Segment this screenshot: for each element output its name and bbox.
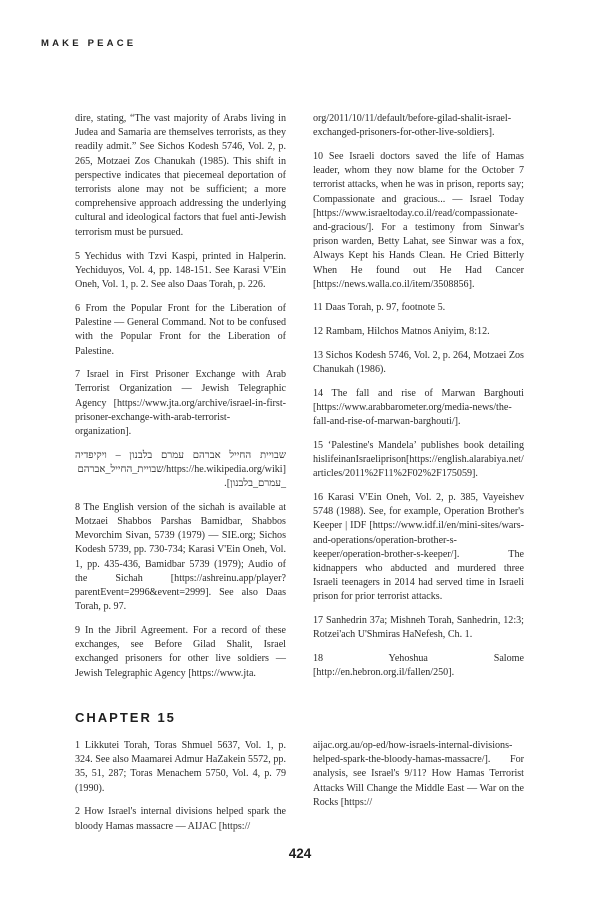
page-number: 424 <box>288 846 312 861</box>
footnote-18: 18 Yehoshua Salome [http://en.hebron.org.il/fallen/250]. <box>313 653 524 679</box>
footnote-7: 7 Israel in First Prisoner Exchange with Arab Terrorist Organization — Jewish Telegraphic Agency [https://www.jta.org/archive/israel-in-first-prisoner-exchange-with-arab-terrorist-organization]. <box>75 369 286 438</box>
footnote-10: 10 See Israeli doctors saved the life of Hamas leader, whom they now blame for the October 7 terrorist attacks, when he was in prison, reports say; Compassionate and gracious... — Israel Today [https://www.israeltoday.co.il/read/compassionate-and-gracious/]. For a testimony from Sinwar's prison warden, Betty Lahat, see Sinwar was a fox, Always Kept his Hands Clean. He Cried Bitterly When He found out He Had Cancer [https://news.walla.co.il/item/3508856]. <box>313 150 524 290</box>
footnote-5: 5 Yechidus with Tzvi Kaspi, printed in Halperin. Yechiduyos, Vol. 4, pp. 148-151. See Karasi V'Ein Oneh, Vol. 1, p. 2. See also Daas Torah, p. 226. <box>75 250 286 291</box>
footnote-14: 14 The fall and rise of Marwan Barghouti [https://www.arabbarometer.org/media-news/the-fall-and-rise-of-marwan-barghouti/]. <box>313 387 524 428</box>
footnote-6: 6 From the Popular Front for the Liberation of Palestine — General Command. Not to be confused with the Popular Front for the Liberation of Palestine. <box>75 302 286 357</box>
chapter-footnote-2-continuation: aijac.org.au/op-ed/how-israels-internal-divisions-helped-spark-the-bloody-hamas-massacre/]. For analysis, see Israel's 9/11? How Hamas Terrorist Attacks Will Change the Middle East — War on the Rocks [https:// <box>313 740 524 808</box>
footnote-9: 9 In the Jibril Agreement. For a record of these exchanges, see Before Gilad Shalit, Israel exchanged prisoners for other live soldiers — Jewish Telegraphic Agency [https://www.jta. <box>75 625 286 679</box>
footnote-17: 17 Sanhedrin 37a; Mishneh Torah, Sanhedrin, 12:3; Rotzei'ach U'Shmiras HaNefesh, Ch. 1. <box>313 615 524 641</box>
footnote-continuation: dire, stating, “The vast majority of Arabs living in Judea and Samaria are themselves terrorists, as they readily admit.” See Sichos Kodesh 5746, Vol. 2, p. 265, Motzaei Zos Chanukah (1985). This shift in perspective indicates that piecemeal deportation of terrorists alone may not be sufficient; a more comprehensive approach addressing the underlying cultural and ideological factors that fuel anti-Jewish terrorism must be pursued. <box>75 113 286 238</box>
footnote-8: 8 The English version of the sichah is available at Motzaei Shabbos Parshas Bamidbar, Shabbos Mevorchim Sivan, 5739 (1979) — SIE.org; Sichos Kodesh 5739, pp. 730-734; Karasi V'Ein Oneh, Vol. 1, pp. 435-436, Bamidbar 5739 (1979); Audio of the Sichah [https://ashreinu.app/player?parentEvent=2996&event=2999]. See also Daas Torah, p. 97. <box>75 501 286 613</box>
footnote-16: 16 Karasi V'Ein Oneh, Vol. 2, p. 385, Vayeishev 5748 (1988). See, for example, Operation Brother's Keeper | IDF [https://www.idf.il/en/mini-sites/wars-and-operations/operation-brother-s-keeper/operation-brother-s-keeper/]. The kidnappers who abducted and murdered three Israeli teenagers in 2014 had served time in Israeli prison for prior terrorist attacks. <box>313 491 524 603</box>
chapter-heading: CHAPTER 15 <box>75 710 176 725</box>
footnote-13: 13 Sichos Kodesh 5746, Vol. 2, p. 264, Motzaei Zos Chanukah (1986). <box>313 349 524 376</box>
chapter-footnotes-right-column <box>313 739 524 820</box>
chapter-footnotes-left-column <box>75 739 286 843</box>
footnote-12: 12 Rambam, Hilchos Matnos Aniyim, 8:12. <box>313 326 490 338</box>
running-head: MAKE PEACE <box>41 38 137 49</box>
chapter-footnote-2: 2 How Israel's internal divisions helped spark the bloody Hamas massacre — AIJAC [https:// <box>75 806 286 832</box>
footnote-7-hebrew: שבויית החייל אברהם עמרם בלבנון – ויקיפדיה [https://he.wikipedia.org/wiki/שבויית_החייל_אברהם_עמרם_בלבנון]. <box>75 449 286 490</box>
footnotes-right-column <box>313 112 524 690</box>
footnotes-left-column <box>75 112 286 690</box>
chapter-footnote-1: 1 Likkutei Torah, Toras Shmuel 5637, Vol. 1, p. 324. See also Maamarei Admur HaZakein 5572, pp. 35, 51, 287; Toras Menachem 5750, Vol. 4, p. 79 (1990). <box>75 740 286 794</box>
footnote-11: 11 Daas Torah, p. 97, footnote 5. <box>313 302 446 314</box>
footnote-15: 15 ‘Palestine's Mandela’ publishes book detailing hislifeinanIsraeliprison[https://english.alarabiya.net/articles/2011%2F11%2F02%2F175059]. <box>313 439 524 480</box>
footnote-9-continuation: org/2011/10/11/default/before-gilad-shalit-israel-exchanged-prisoners-for-other-live-soldiers]. <box>313 113 512 139</box>
